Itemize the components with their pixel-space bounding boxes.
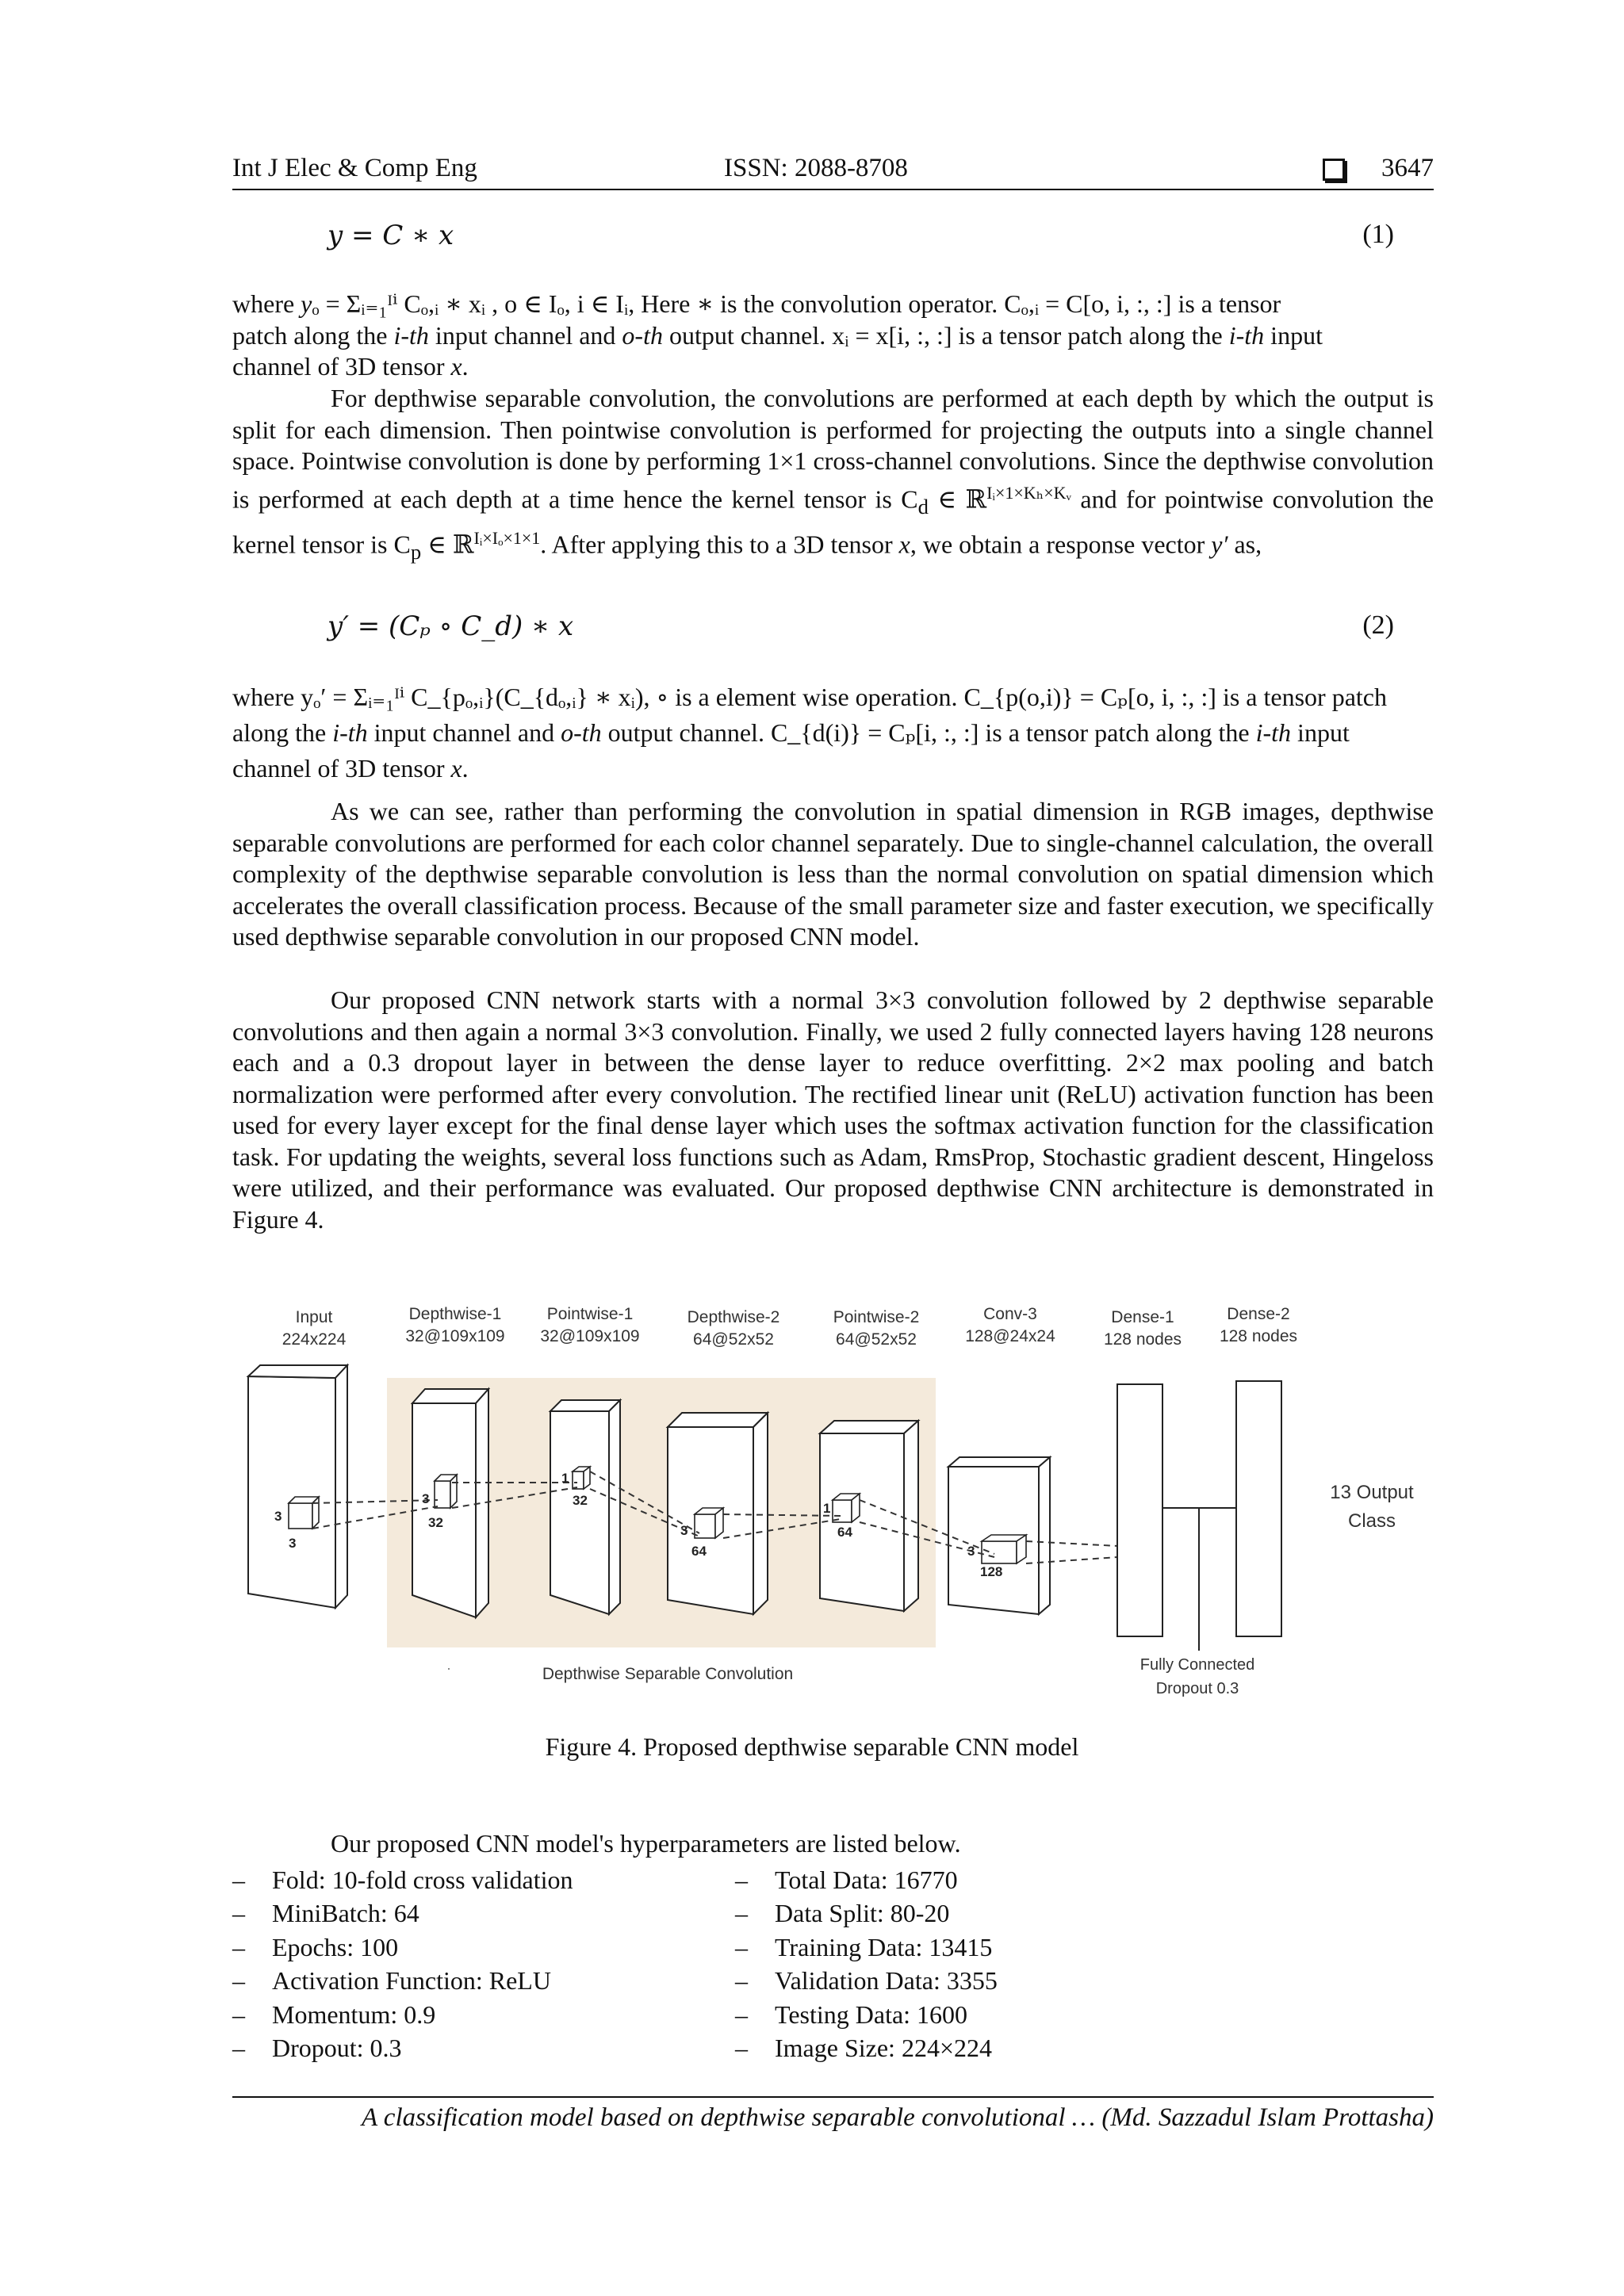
layer-dims-pointwise-1: 32@109x109 <box>540 1327 640 1345</box>
equation-2-number: (2) <box>1362 610 1394 640</box>
kernel-label-8: 64 <box>691 1544 707 1559</box>
layer-name-dense-2: Dense-2 <box>1227 1305 1290 1323</box>
layer-name-depthwise-2: Depthwise-2 <box>687 1308 780 1326</box>
kernel-label-7: 3 <box>680 1523 688 1538</box>
layer-dims-conv-3: 128@24x24 <box>965 1327 1055 1345</box>
network-paragraph: Our proposed CNN network starts with a normal 3×3 convolution followed by 2 depthwise separable convolutions and then again a normal 3×3 convolution. Finally, we used 2 fully connected layers having 128 neurons each and a 0.3 dropout layer in between the dense layer to reduce overfitting. 2×2 max pooling and batch normalization were performed after every convolution. The rectified linear unit (ReLU) activation function has been used for every layer except for the final dense layer which uses the softmax activation function for the classification task. For updating the weights, several loss functions such as Adam, RmsProp, Stochastic gradient descent, Hingeloss were utilized, and their performance was evaluated. Our proposed depthwise CNN architecture is demonstrated in Figure 4. <box>232 985 1434 1234</box>
layer-name-input: Input <box>295 1308 333 1326</box>
kernel-label-4: 32 <box>428 1515 443 1530</box>
layer-name-pointwise-1: Pointwise-1 <box>546 1305 634 1323</box>
layer-dims-input: 224x224 <box>282 1330 347 1349</box>
layer-labels <box>282 1305 1297 1349</box>
footer-rule <box>232 2096 1434 2098</box>
equation-1-number: (1) <box>1362 220 1394 249</box>
kernel-label-12: 128 <box>980 1564 1003 1579</box>
list-item: – Fold: 10-fold cross validation <box>232 1866 573 1894</box>
fc-label-2: Dropout 0.3 <box>1155 1680 1239 1697</box>
list-item: – Training Data: 13415 <box>735 1932 993 1961</box>
layer-dims-depthwise-2: 64@52x52 <box>693 1330 774 1349</box>
kernel-label-11: 3 <box>967 1544 975 1559</box>
kernel-cube-pointwise-1 <box>573 1467 590 1489</box>
hyperparameter-intro: Our proposed CNN model's hyperparameters are listed below. <box>331 1829 961 1858</box>
kernel-cube-input <box>289 1497 319 1529</box>
kernel-label-1: 3 <box>274 1509 282 1524</box>
layer-dims-dense-1: 128 nodes <box>1103 1330 1182 1349</box>
slab-input <box>248 1365 347 1608</box>
list-item: – Validation Data: 3355 <box>735 1966 998 1996</box>
where-paragraph-1: where yₒ = Σᵢ₌₁ᴵⁱ Cₒ,ᵢ ∗ xᵢ , o ∈ Iₒ, i ∈ Iᵢ, Here ∗ is the convolution operator. Cₒ,ᵢ = C[o, i, :, :] is a tensor patch along the i-th input channel and o-th output channel. xᵢ = x[i, :, :] is a tensor patch along the i-th input channel of 3D tensor x. <box>232 289 1323 381</box>
kernel-label-5: 1 <box>561 1471 569 1486</box>
figure-caption: Figure 4. Proposed depthwise separable CNN model <box>545 1732 1079 1761</box>
kernel-label-6: 32 <box>573 1493 588 1508</box>
list-item: – Activation Function: ReLU <box>232 1966 551 1996</box>
list-item: – Total Data: 16770 <box>735 1866 958 1894</box>
layer-name-depthwise-1: Depthwise-1 <box>408 1305 502 1323</box>
layer-name-dense-1: Dense-1 <box>1111 1308 1174 1326</box>
layer-name-conv-3: Conv-3 <box>983 1305 1037 1323</box>
dense-1-box <box>1117 1384 1162 1636</box>
layer-name-pointwise-2: Pointwise-2 <box>833 1308 920 1326</box>
kernel-label-9: 1 <box>823 1501 831 1516</box>
list-item: – Epochs: 100 <box>232 1932 399 1961</box>
kernel-label-2: 3 <box>289 1536 297 1551</box>
layer-dims-pointwise-2: 64@52x52 <box>836 1330 917 1349</box>
output-class-label-1: 13 Output <box>1330 1482 1414 1503</box>
list-item: – Momentum: 0.9 <box>232 1999 436 2029</box>
running-footer: A classification model based on depthwise separable convolutional … (Md. Sazzadul Islam Prottasha) <box>362 2103 1434 2132</box>
list-item: – Testing Data: 1600 <box>735 1999 968 2029</box>
equation-1-text: y = C ∗ x <box>327 220 454 251</box>
kernel-cube-conv-3 <box>982 1535 1026 1563</box>
fc-label-1: Fully Connected <box>1139 1656 1255 1674</box>
list-item: – MiniBatch: 64 <box>232 1899 419 1928</box>
list-item: – Image Size: 224×224 <box>735 2034 992 2063</box>
hyperparameter-list-left <box>232 1863 573 2064</box>
issn: ISSN: 2088-8708 <box>724 154 908 182</box>
list-item: – Data Split: 80-20 <box>735 1899 950 1928</box>
dense-2-box <box>1236 1381 1281 1636</box>
list-item: – Dropout: 0.3 <box>232 2034 402 2063</box>
layer-dims-depthwise-1: 32@109x109 <box>405 1327 505 1345</box>
layer-dims-dense-2: 128 nodes <box>1219 1327 1298 1345</box>
kernel-label-3: 3 <box>422 1491 430 1506</box>
dsc-label: Depthwise Separable Convolution <box>542 1665 794 1683</box>
equation-2-text: y′ = (Cₚ ∘ C_d) ∗ x <box>327 610 574 642</box>
kernel-cube-pointwise-2 <box>833 1494 860 1522</box>
depthwise-paragraph: For depthwise separable convolution, the convolutions are performed at each depth by which the output is split for each dimension. Then pointwise convolution is performed for projecting the outputs into a single channel space. Pointwise convolution is done by performing 1×1 cross-channel convolutions. Since the depthwise convolution is performed at each depth at a time hence the kernel tensor is $C_d$ ∈ ℝ$^{Iᵢ\times 1\times K_h\times Kᵥ}$ and for pointwise convolution the kernel tensor is $C_p$ ∈ ℝ$^{Iᵢ\times I_o\times 1\times 1}$. After applying this to a 3D tensor x, we obtain a response vector y′ as, <box>232 384 1434 564</box>
where-paragraph-2: where yₒ′ = Σᵢ₌₁ᴵⁱ C_{pₒ,ᵢ}(C_{dₒ,ᵢ} ∗ xᵢ), ∘ is a element wise operation. C_{p(o,i)} = Cₚ[o, i, :, :] is a tensor patch along the i-th input channel and o-th output channel. C_{d(i)} = Cₚ[i, :, :] is a tensor patch along the i-th input channel of 3D tensor x. <box>232 683 1387 783</box>
stray-dot: · <box>446 1660 451 1676</box>
hyperparameter-list-right <box>735 1863 998 2064</box>
journal-name: Int J Elec & Comp Eng <box>232 154 477 182</box>
kernel-cube-depthwise-1 <box>435 1475 457 1508</box>
page-number: 3647 <box>1381 154 1434 182</box>
kernel-label-10: 64 <box>837 1525 852 1540</box>
rgb-paragraph: As we can see, rather than performing the convolution in spatial dimension in RGB images, depthwise separable convolutions are performed for each color channel separately. Due to single-channel calculation, the overall complexity of the depthwise separable convolution is less than the normal convolution on spatial dimension which accelerates the overall classification process. Because of the small parameter size and faster execution, we specifically used depthwise separable convolution in our proposed CNN model. <box>232 797 1434 951</box>
output-class-label-2: Class <box>1347 1510 1396 1532</box>
